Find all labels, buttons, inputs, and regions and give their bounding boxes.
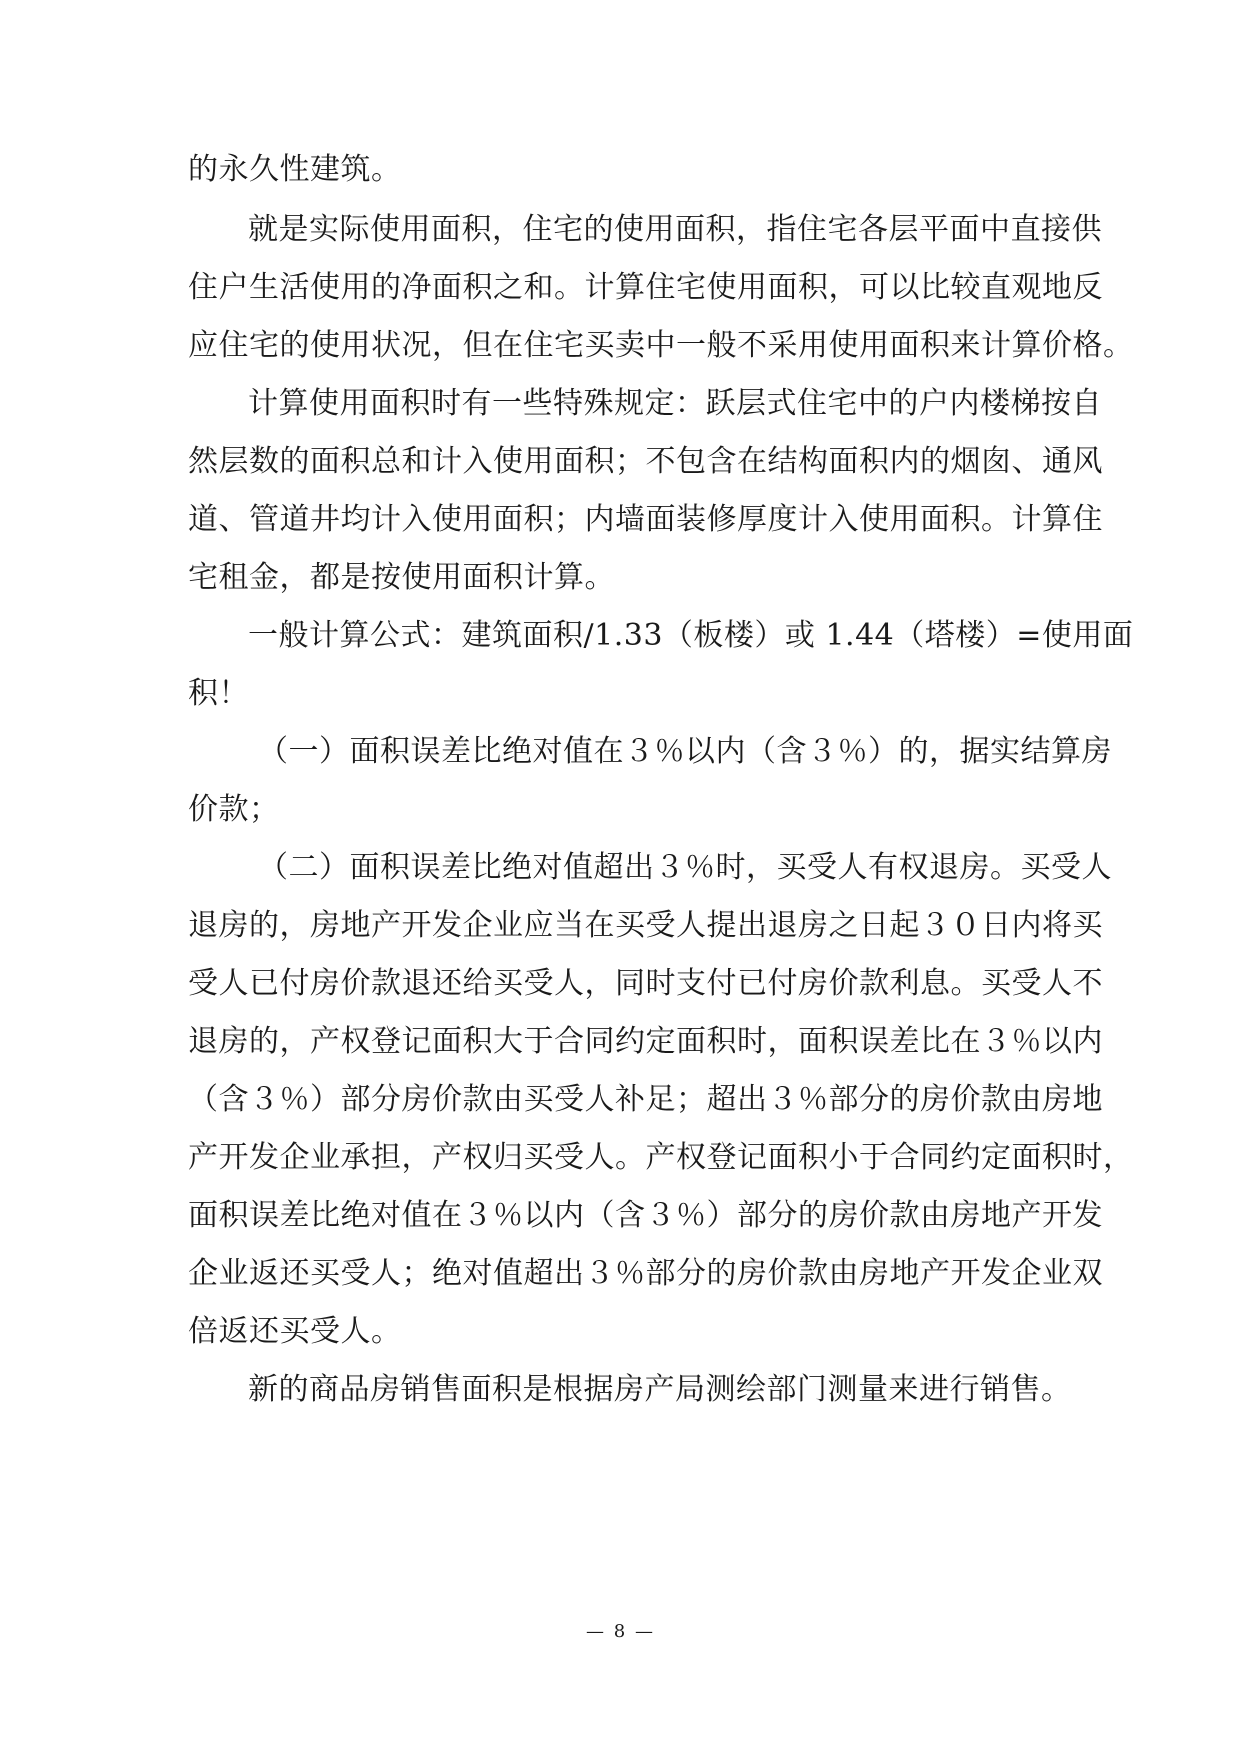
- paragraph-line: 应住宅的使用状况，但在住宅买卖中一般不采用使用面积来计算价格。: [188, 328, 1134, 363]
- paragraph-line: 宅租金，都是按使用面积计算。: [188, 560, 615, 595]
- paragraph-line: 倍返还买受人。: [188, 1314, 402, 1349]
- paragraph-line: 价款；: [188, 792, 280, 827]
- paragraph-line: 然层数的面积总和计入使用面积；不包含在结构面积内的烟囱、通风: [188, 444, 1103, 479]
- paragraph-line: 计算使用面积时有一些特殊规定：跃层式住宅中的户内楼梯按自: [248, 386, 1102, 421]
- paragraph-line: 就是实际使用面积，住宅的使用面积，指住宅各层平面中直接供: [248, 212, 1102, 247]
- paragraph-line: 积！: [188, 676, 249, 711]
- paragraph-line: 的永久性建筑。: [188, 152, 402, 187]
- paragraph-line: 退房的，房地产开发企业应当在买受人提出退房之日起３０日内将买: [188, 908, 1103, 943]
- paragraph-line: 面积误差比绝对值在３％以内（含３％）部分的房价款由房地产开发: [188, 1198, 1103, 1233]
- page-number: — 8 —: [586, 1621, 655, 1642]
- paragraph-line: 退房的，产权登记面积大于合同约定面积时，面积误差比在３％以内: [188, 1024, 1103, 1059]
- paragraph-line: 新的商品房销售面积是根据房产局测绘部门测量来进行销售。: [248, 1372, 1072, 1407]
- paragraph-line: （二）面积误差比绝对值超出３％时，买受人有权退房。买受人: [258, 850, 1112, 885]
- paragraph-line: （一）面积误差比绝对值在３％以内（含３％）的，据实结算房: [258, 734, 1112, 769]
- paragraph-line: （含３％）部分房价款由买受人补足；超出３％部分的房价款由房地: [188, 1082, 1103, 1117]
- paragraph-line: 一般计算公式：建筑面积/1.33（板楼）或 1.44（塔楼）=使用面: [248, 618, 1134, 653]
- paragraph-line: 企业返还买受人；绝对值超出３％部分的房价款由房地产开发企业双: [188, 1256, 1103, 1291]
- paragraph-line: 住户生活使用的净面积之和。计算住宅使用面积，可以比较直观地反: [188, 270, 1103, 305]
- paragraph-line: 道、管道井均计入使用面积；内墙面装修厚度计入使用面积。计算住: [188, 502, 1103, 537]
- paragraph-line: 产开发企业承担，产权归买受人。产权登记面积小于合同约定面积时，: [188, 1140, 1134, 1175]
- paragraph-line: 受人已付房价款退还给买受人，同时支付已付房价款利息。买受人不: [188, 966, 1103, 1001]
